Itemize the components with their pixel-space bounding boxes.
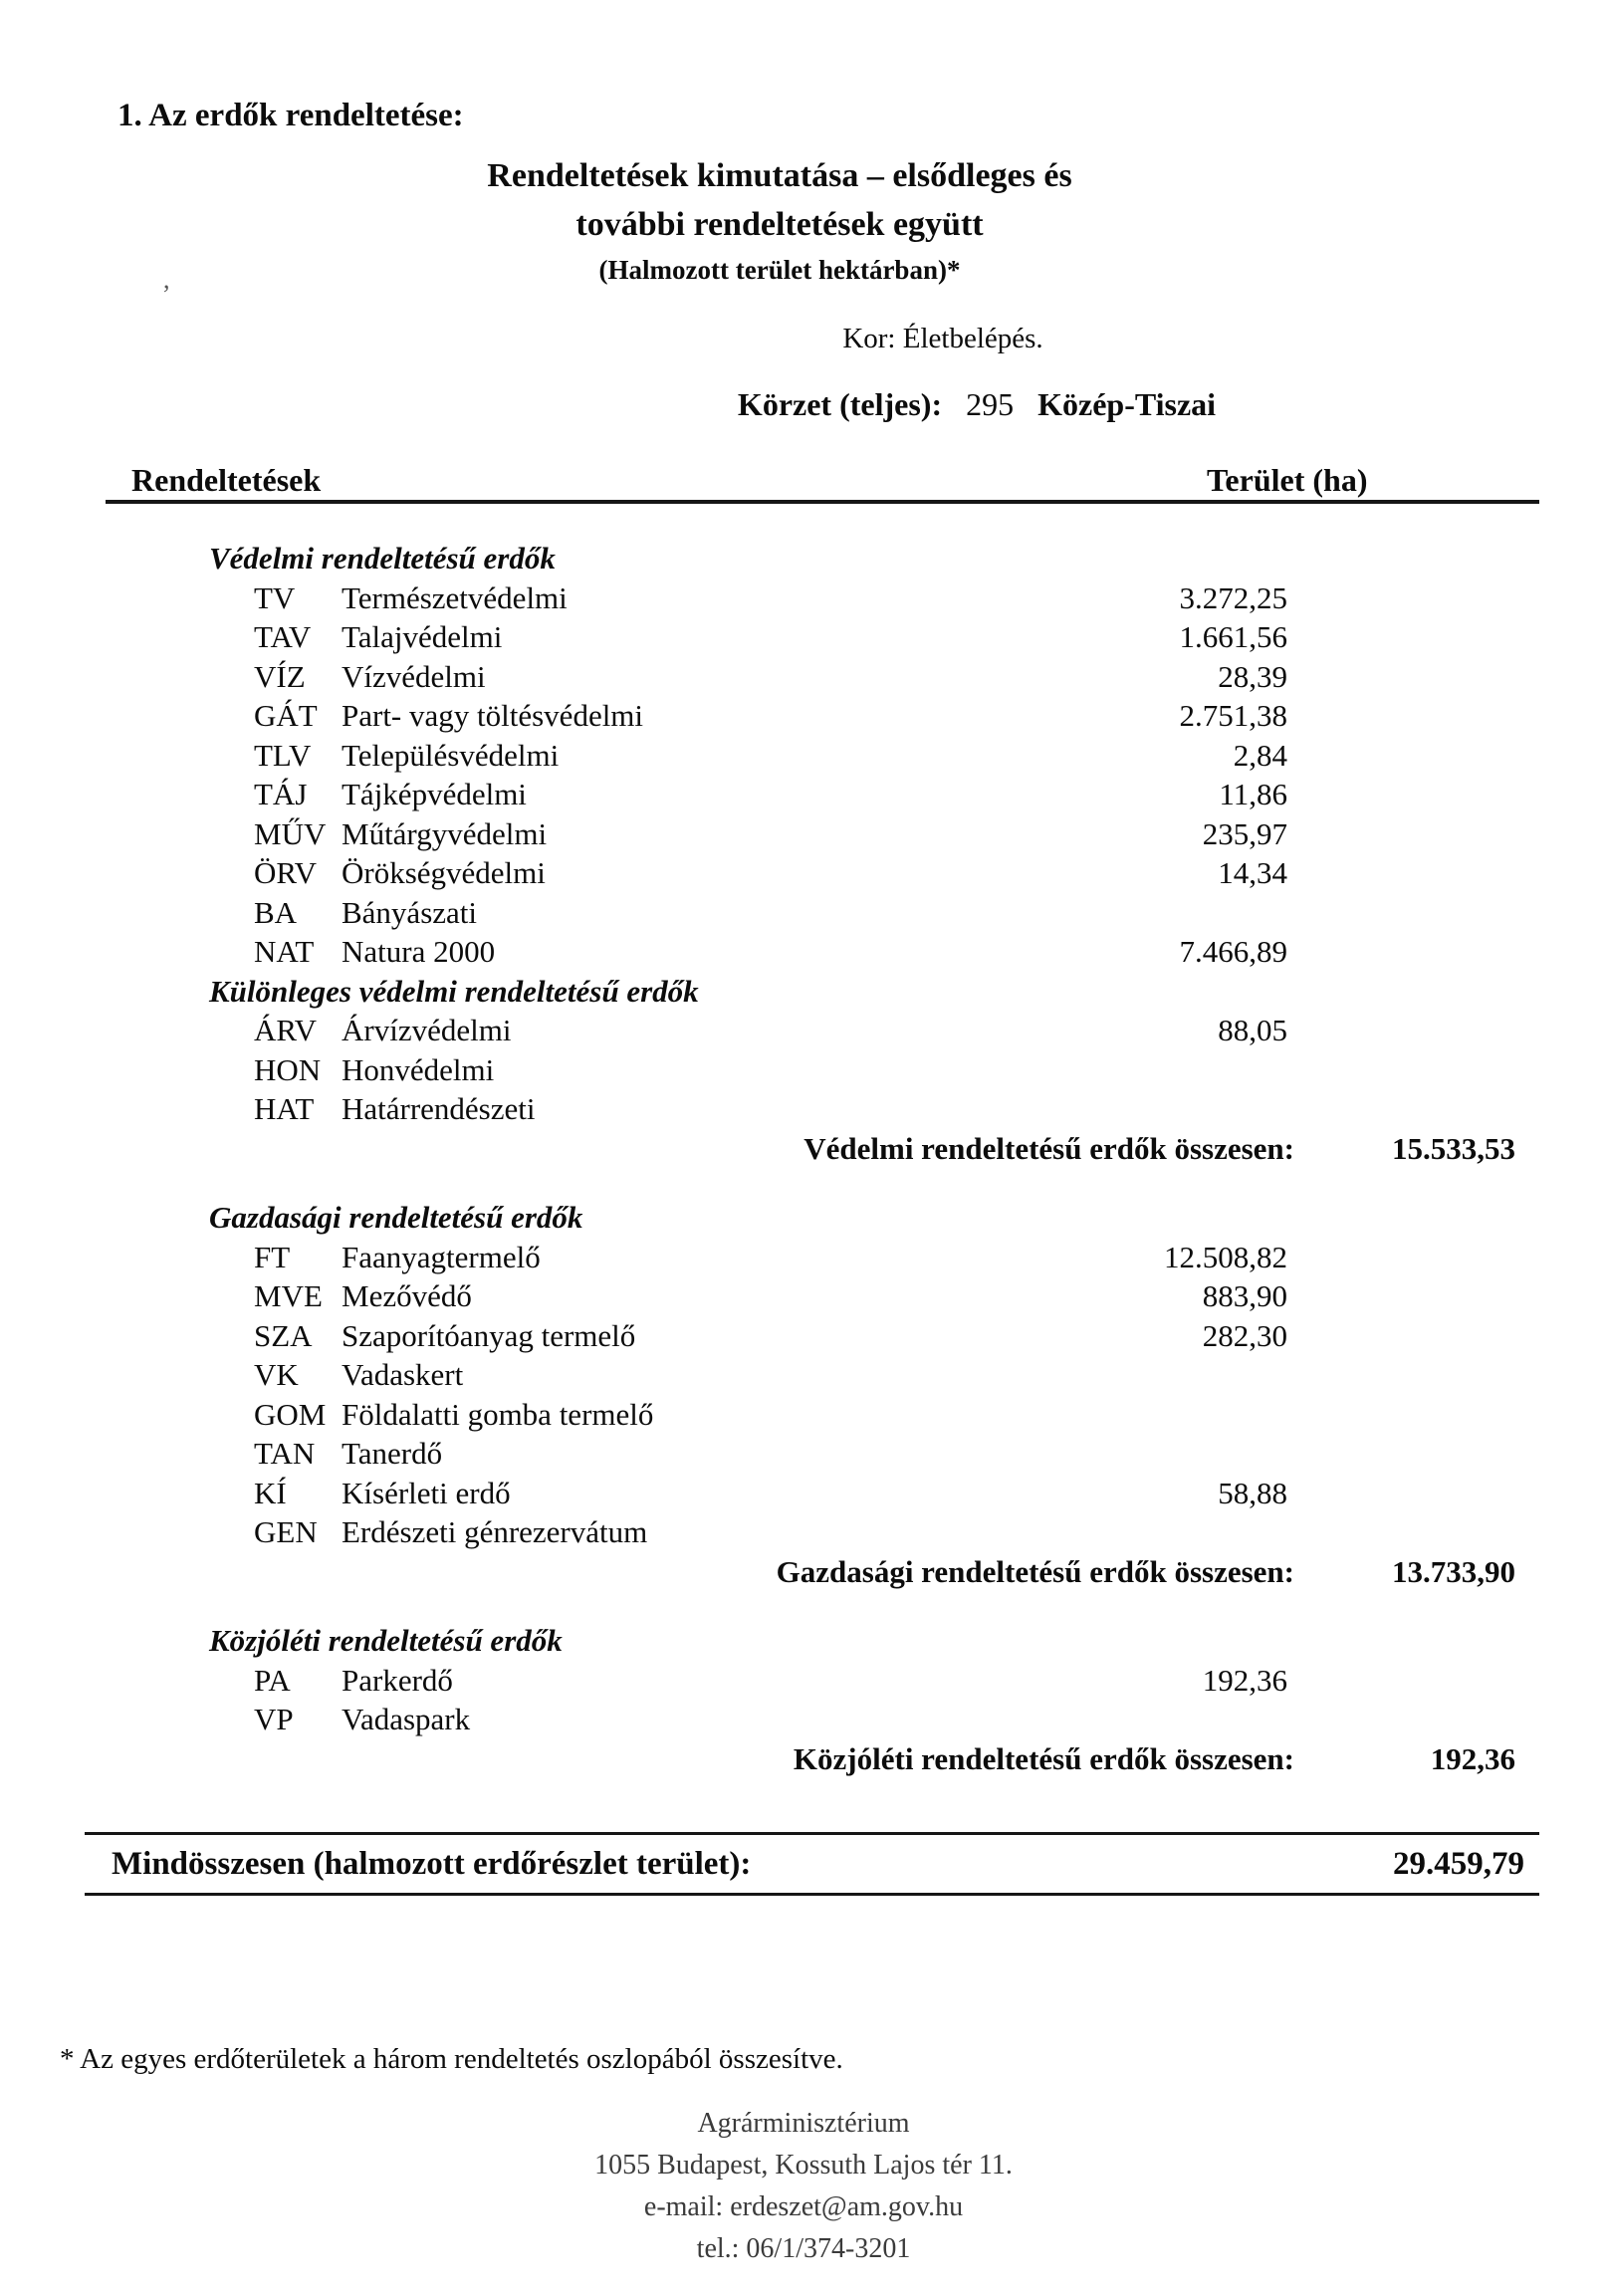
row-code: FT	[254, 1239, 291, 1274]
section-header: Közjóléti rendeltetésű erdők	[209, 1623, 563, 1658]
section-heading: 1. Az erdők rendeltetése:	[117, 98, 464, 133]
row-code: TLV	[254, 737, 312, 773]
table-row	[0, 932, 1607, 972]
table-row	[0, 1434, 1607, 1474]
report-title-line1: Rendeltetések kimutatása – elsődleges és	[487, 157, 1072, 194]
table-header-row	[0, 462, 1607, 502]
table-row	[0, 1089, 1607, 1129]
grand-total-row	[85, 1832, 1539, 1896]
table-row	[0, 1395, 1607, 1435]
row-code: NAT	[254, 934, 315, 969]
row-code: BA	[254, 894, 298, 930]
summary-row	[0, 1552, 1607, 1592]
summary-row	[0, 1129, 1607, 1169]
row-label: Bányászati	[342, 894, 478, 930]
table-row	[0, 736, 1607, 776]
footer-org: Agrárminisztérium	[697, 2108, 910, 2139]
summary-value: 15.533,53	[1392, 1130, 1515, 1166]
table-header-rule	[106, 500, 1539, 504]
row-label: Természetvédelmi	[342, 579, 568, 615]
row-code: TV	[254, 579, 296, 615]
table-row	[0, 1474, 1607, 1513]
table-row	[0, 1700, 1607, 1739]
row-value: 1.661,56	[1179, 619, 1287, 654]
row-label: Part- vagy töltésvédelmi	[342, 698, 644, 733]
row-code: GEN	[254, 1514, 318, 1549]
row-value: 235,97	[1202, 815, 1287, 851]
row-value: 883,90	[1202, 1278, 1287, 1313]
row-value: 88,05	[1218, 1013, 1287, 1047]
row-label: Natura 2000	[342, 934, 496, 969]
row-label: Vízvédelmi	[342, 658, 486, 694]
row-code: GÁT	[254, 698, 318, 733]
row-code: ÖRV	[254, 855, 317, 890]
row-value: 192,36	[1202, 1662, 1287, 1698]
grand-total-label: Mindösszesen (halmozott erdőrészlet terület):	[112, 1846, 752, 1882]
table-row	[0, 1512, 1607, 1552]
row-code: VP	[254, 1702, 294, 1736]
section-header: Különleges védelmi rendeltetésű erdők	[209, 973, 699, 1009]
row-code: MVE	[254, 1278, 323, 1313]
row-label: Tájképvédelmi	[342, 777, 527, 811]
table-row	[0, 1355, 1607, 1395]
report-title-line2: további rendeltetések együtt	[575, 206, 984, 243]
row-code: HAT	[254, 1091, 315, 1126]
table-row	[0, 814, 1607, 854]
row-label: Talajvédelmi	[342, 619, 503, 654]
row-code: TÁJ	[254, 777, 308, 811]
section-header: Gazdasági rendeltetésű erdők	[209, 1200, 583, 1235]
scan-artifact: ,	[163, 265, 170, 294]
report-subtitle: (Halmozott terület hektárban)*	[598, 255, 961, 285]
row-label: Tanerdő	[342, 1436, 443, 1471]
row-label: Településvédelmi	[342, 737, 560, 773]
row-value: 282,30	[1202, 1317, 1287, 1353]
footer-address: 1055 Budapest, Kossuth Lajos tér 11.	[594, 2150, 1013, 2181]
row-code: MŰV	[254, 815, 327, 851]
summary-label: Gazdasági rendeltetésű erdők összesen:	[776, 1553, 1294, 1589]
row-label: Mezővédő	[342, 1278, 472, 1313]
table-row	[0, 696, 1607, 736]
summary-label: Közjóléti rendeltetésű erdők összesen:	[793, 1740, 1294, 1776]
table-row	[0, 578, 1607, 618]
table-row	[0, 657, 1607, 697]
row-code: KÍ	[254, 1475, 287, 1510]
row-code: HON	[254, 1051, 322, 1087]
table-row	[0, 775, 1607, 814]
summary-value: 192,36	[1430, 1740, 1515, 1776]
table-row	[0, 1050, 1607, 1090]
row-value: 14,34	[1218, 855, 1287, 890]
row-label: Vadaspark	[342, 1702, 471, 1736]
row-value: 12.508,82	[1164, 1239, 1287, 1274]
row-code: GOM	[254, 1396, 327, 1432]
row-code: PA	[254, 1662, 291, 1698]
row-label: Örökségvédelmi	[342, 855, 546, 890]
row-value: 7.466,89	[1179, 934, 1287, 969]
table-row	[0, 1238, 1607, 1277]
district-name: Közép-Tiszai	[1037, 386, 1217, 422]
row-value: 58,88	[1218, 1475, 1287, 1510]
row-label: Szaporítóanyag termelő	[342, 1317, 636, 1353]
row-value: 3.272,25	[1179, 579, 1287, 615]
footer-email: e-mail: erdeszet@am.gov.hu	[643, 2191, 964, 2222]
summary-label: Védelmi rendeltetésű erdők összesen:	[804, 1130, 1294, 1166]
table-row	[0, 853, 1607, 893]
table-row	[0, 893, 1607, 933]
district-line	[738, 386, 1216, 423]
footer-block	[594, 2103, 1013, 2270]
row-value: 11,86	[1219, 777, 1287, 811]
district-code: 295	[966, 386, 1015, 422]
report-title-block	[487, 151, 1071, 291]
table-row	[0, 1316, 1607, 1356]
summary-row	[0, 1739, 1607, 1779]
row-code: SZA	[254, 1317, 313, 1353]
age-basis-line: Kor: Életbelépés.	[842, 323, 1043, 354]
summary-value: 13.733,90	[1392, 1553, 1515, 1589]
row-label: Faanyagtermelő	[342, 1239, 541, 1274]
table-row	[0, 1661, 1607, 1701]
row-label: Földalatti gomba termelő	[342, 1396, 654, 1432]
district-label: Körzet (teljes):	[737, 386, 943, 422]
row-label: Műtárgyvédelmi	[342, 815, 548, 851]
row-label: Határrendészeti	[342, 1091, 536, 1126]
row-code: VK	[254, 1357, 299, 1392]
grand-total-value: 29.459,79	[1393, 1846, 1524, 1882]
column-header-area: Terület (ha)	[1207, 462, 1368, 498]
row-code: ÁRV	[254, 1013, 317, 1047]
table-row	[0, 1276, 1607, 1316]
row-value: 2,84	[1233, 737, 1287, 773]
row-code: VÍZ	[254, 658, 306, 694]
table-row	[0, 617, 1607, 657]
footnote: * Az egyes erdőterületek a három rendeltetés oszlopából összesítve.	[60, 2043, 843, 2075]
row-label: Árvízvédelmi	[342, 1013, 512, 1047]
column-header-designations: Rendeltetések	[131, 462, 322, 498]
footer-phone: tel.: 06/1/374-3201	[696, 2233, 911, 2264]
row-label: Vadaskert	[342, 1357, 464, 1392]
row-label: Parkerdő	[342, 1662, 453, 1698]
row-label: Erdészeti génrezervátum	[342, 1514, 648, 1549]
row-label: Honvédelmi	[342, 1051, 495, 1087]
section-header: Védelmi rendeltetésű erdők	[209, 541, 556, 575]
row-code: TAN	[254, 1436, 316, 1471]
row-value: 2.751,38	[1179, 698, 1287, 733]
table-row	[0, 1011, 1607, 1050]
row-value: 28,39	[1218, 658, 1287, 694]
row-code: TAV	[254, 619, 312, 654]
table-body	[0, 539, 1607, 1778]
row-label: Kísérleti erdő	[342, 1475, 511, 1510]
